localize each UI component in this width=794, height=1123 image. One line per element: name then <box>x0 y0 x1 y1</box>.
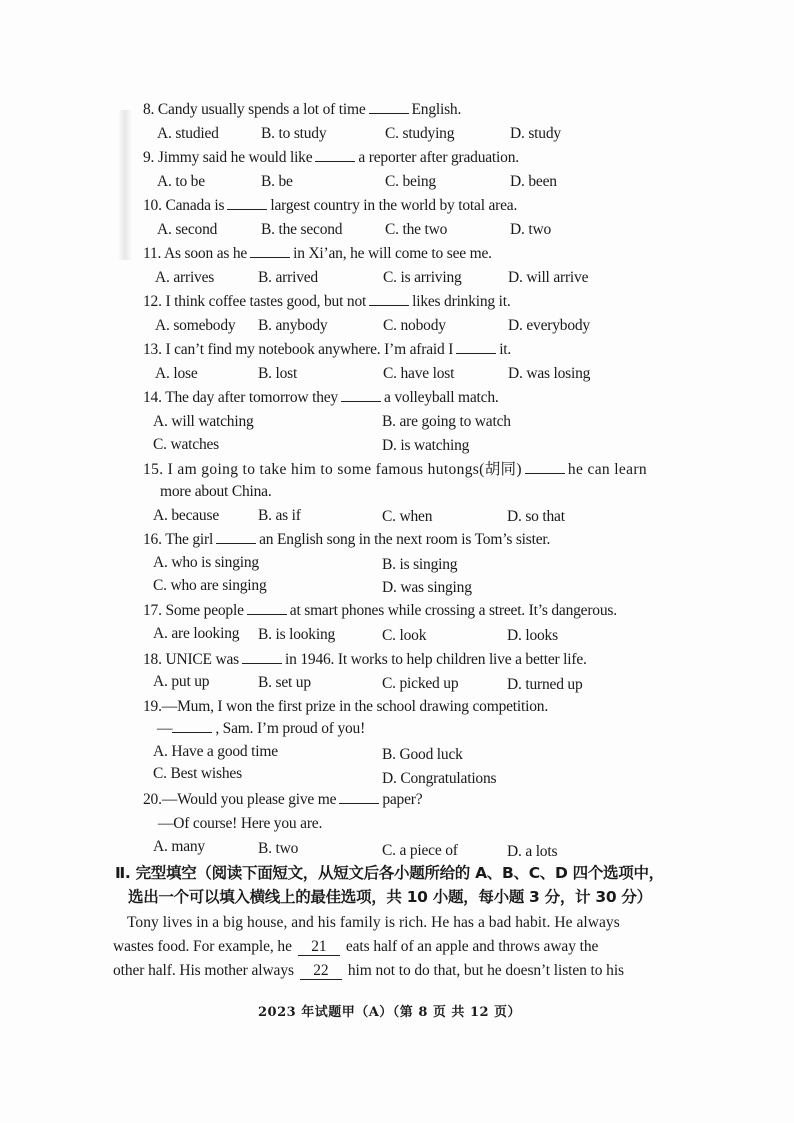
option-d: D. two <box>510 221 551 238</box>
cloze-blank-22: 22 <box>300 963 342 980</box>
option-a: A. studied <box>157 125 219 142</box>
option-c: C. look <box>382 627 427 644</box>
option-c: C. Best wishes <box>153 765 242 782</box>
option-c: C. watches <box>153 436 220 453</box>
option-b: B. as if <box>258 507 301 524</box>
option-b: B. is looking <box>258 626 336 643</box>
option-c: C. nobody <box>383 317 446 334</box>
question-20-response: —Of course! Here you are. <box>158 815 323 832</box>
question-20: 20.—Would you please give me paper? <box>143 791 423 808</box>
passage-line-1: Tony lives in a big house, and his family is rich. He has a bad habit. He always <box>127 914 620 931</box>
option-c: C. when <box>382 508 433 525</box>
option-a: A. put up <box>153 673 210 690</box>
answer-blank <box>341 389 381 402</box>
option-c: C. a piece of <box>382 842 458 859</box>
option-d: D. was singing <box>382 579 472 596</box>
question-17: 17. Some people at smart phones while crossing a street. It’s dangerous. <box>143 602 617 619</box>
option-b: B. the second <box>261 221 343 238</box>
answer-blank <box>250 245 290 258</box>
option-a: A. will watching <box>153 413 254 430</box>
question-15: 15. I am going to take him to some famous hutongs(胡同) he can learn <box>143 461 647 478</box>
option-b: B. set up <box>258 674 311 691</box>
answer-blank <box>369 101 409 114</box>
option-d: D. turned up <box>507 676 583 693</box>
question-13: 13. I can’t find my notebook anywhere. I’m afraid I it. <box>143 341 512 358</box>
answer-blank <box>242 651 282 664</box>
passage-line-3: other half. His mother always 22 him not to do that, but he doesn’t listen to his <box>113 962 624 979</box>
option-d: D. so that <box>507 508 565 525</box>
option-b: B. is singing <box>382 556 458 573</box>
answer-blank <box>339 791 379 804</box>
answer-blank <box>172 720 212 733</box>
page-footer: 2023 年试题甲（A）（第 8 页 共 12 页） <box>258 1005 522 1020</box>
option-a: A. arrives <box>155 269 215 286</box>
option-a: A. second <box>157 221 218 238</box>
answer-blank <box>247 602 287 615</box>
option-c: C. have lost <box>383 365 455 382</box>
option-a: A. lose <box>155 365 198 382</box>
answer-blank <box>456 341 496 354</box>
option-c: C. studying <box>385 125 455 142</box>
option-d: D. is watching <box>382 437 470 454</box>
option-a: A. who is singing <box>153 554 259 571</box>
answer-blank <box>369 293 409 306</box>
option-d: D. will arrive <box>508 269 589 286</box>
question-11: 11. As soon as he in Xi’an, he will come to see me. <box>143 245 492 262</box>
answer-blank <box>216 531 256 544</box>
option-c: C. is arriving <box>383 269 462 286</box>
scan-smudge <box>118 110 132 260</box>
cloze-blank-21: 21 <box>298 939 340 956</box>
passage-line-2: wastes food. For example, he 21 eats half of an apple and throws away the <box>113 938 599 955</box>
option-b: B. lost <box>258 365 298 382</box>
option-a: A. many <box>153 838 205 855</box>
option-b: B. arrived <box>258 269 318 286</box>
section-heading-line2: 选出一个可以填入横线上的最佳选项，共 10 小题，每小题 3 分，计 30 分） <box>128 888 652 906</box>
answer-blank <box>525 461 565 474</box>
option-d: D. was losing <box>508 365 591 382</box>
option-a: A. somebody <box>155 317 236 334</box>
option-d: D. been <box>510 173 557 190</box>
question-10: 10. Canada is largest country in the world by total area. <box>143 197 518 214</box>
option-d: D. study <box>510 125 561 142</box>
question-19-response: — , Sam. I’m proud of you! <box>157 720 366 737</box>
option-b: B. to study <box>261 125 327 142</box>
option-d: D. looks <box>507 627 558 644</box>
option-b: B. Good luck <box>382 746 463 763</box>
answer-blank <box>227 197 267 210</box>
option-c: C. the two <box>385 221 448 238</box>
option-b: B. anybody <box>258 317 328 334</box>
option-b: B. two <box>258 840 299 857</box>
option-b: B. be <box>261 173 293 190</box>
answer-blank <box>315 149 355 162</box>
option-c: C. being <box>385 173 436 190</box>
question-12: 12. I think coffee tastes good, but not likes drinking it. <box>143 293 511 310</box>
option-c: C. who are singing <box>153 577 267 594</box>
option-c: C. picked up <box>382 675 459 692</box>
option-d: D. a lots <box>507 843 558 860</box>
option-b: B. are going to watch <box>382 413 511 430</box>
question-18: 18. UNICE was in 1946. It works to help children live a better life. <box>143 651 587 668</box>
section-heading-line1: Ⅱ. 完型填空（阅读下面短文，从短文后各小题所给的 A、B、C、D 四个选项中， <box>115 864 664 882</box>
option-a: A. Have a good time <box>153 743 278 760</box>
question-19: 19.—Mum, I won the first prize in the school drawing competition. <box>143 698 548 715</box>
option-a: A. to be <box>157 173 205 190</box>
option-d: D. everybody <box>508 317 590 334</box>
option-a: A. because <box>153 507 219 524</box>
question-9: 9. Jimmy said he would like a reporter after graduation. <box>143 149 519 166</box>
question-15-continuation: more about China. <box>160 483 272 500</box>
option-d: D. Congratulations <box>382 770 497 787</box>
question-14: 14. The day after tomorrow they a volleyball match. <box>143 389 499 406</box>
option-a: A. are looking <box>153 625 240 642</box>
question-8: 8. Candy usually spends a lot of time English. <box>143 101 462 118</box>
question-16: 16. The girl an English song in the next room is Tom’s sister. <box>143 531 551 548</box>
